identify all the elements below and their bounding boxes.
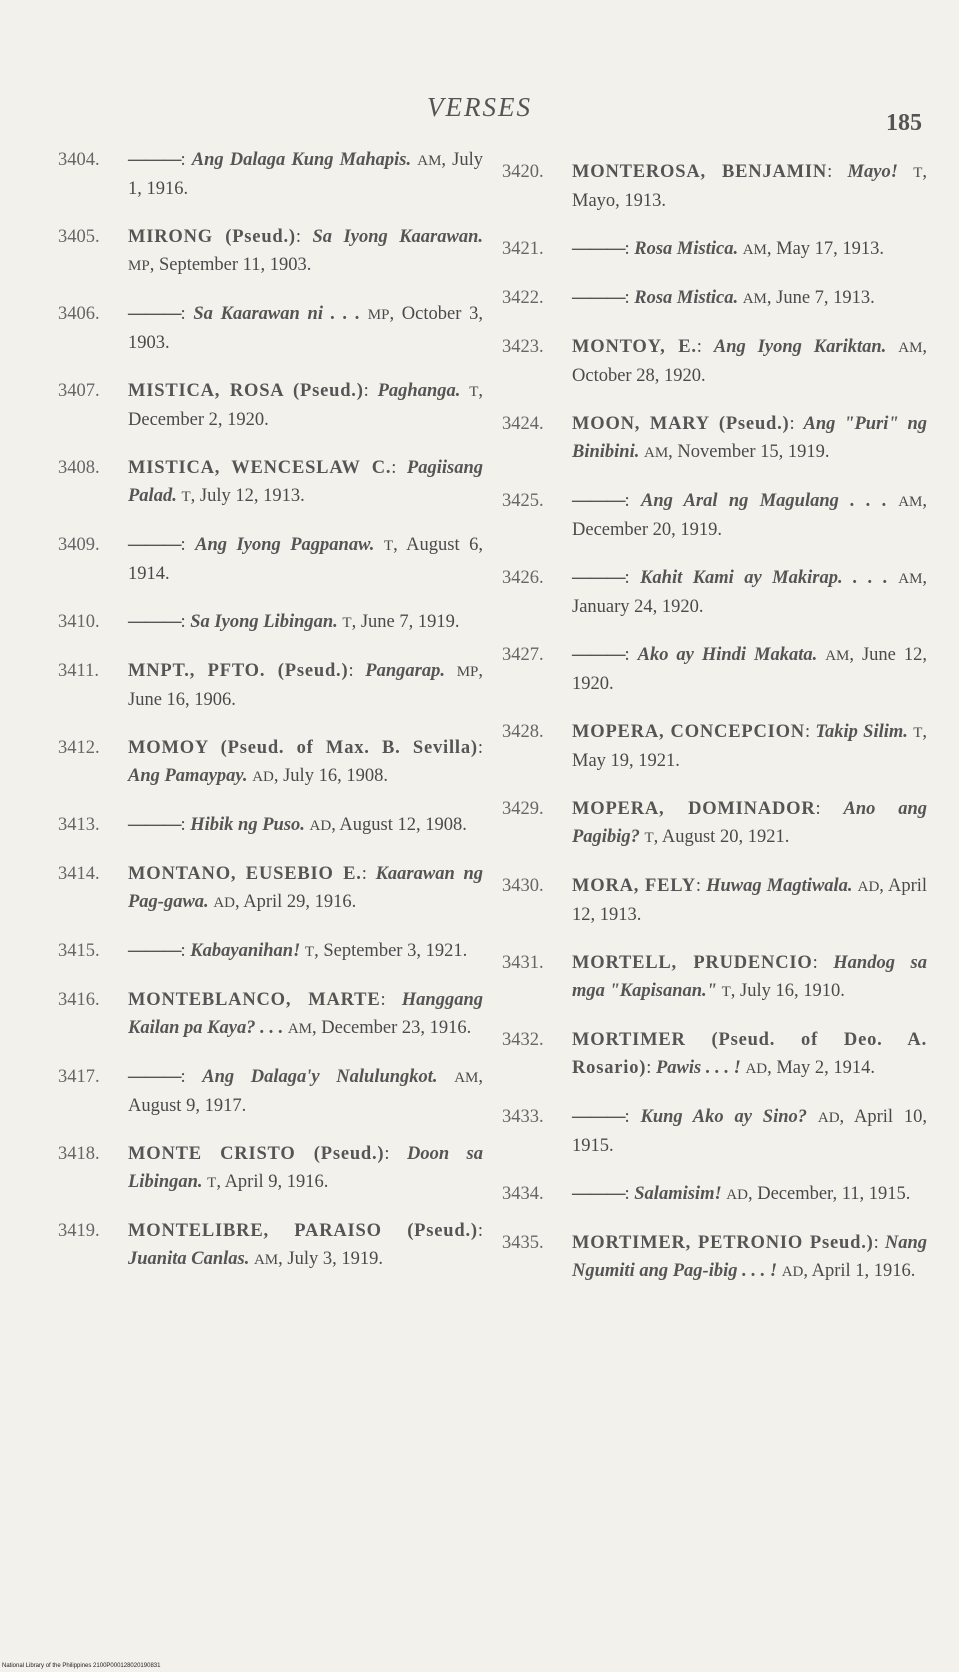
entry-source: T — [469, 384, 479, 400]
entry — [502, 410, 927, 467]
entry-number: 3433. — [502, 1107, 544, 1127]
entry-separator: : — [624, 1107, 641, 1127]
entry-title: Ang Iyong Kariktan. — [713, 337, 887, 357]
entry-number: 3422. — [502, 288, 544, 308]
entry-number: 3410. — [58, 612, 100, 632]
entry-title: Sa Kaarawan ni . . . — [193, 304, 361, 324]
entry-date: , October 3, 1903. — [128, 304, 483, 353]
entry — [502, 284, 927, 313]
entry-author: ——— — [128, 815, 181, 835]
entry-number: 3413. — [58, 815, 100, 835]
entry-title: Kaarawan ng Pag-gawa. — [128, 864, 483, 912]
entry-date: , July 16, 1910. — [730, 981, 845, 1001]
entry-date: , April 10, 1915. — [572, 1107, 927, 1156]
entry-source: MP — [456, 664, 479, 680]
entry-date: , April 29, 1916. — [234, 892, 357, 912]
entry-author: ——— — [572, 288, 625, 308]
entry-title: Ako ay Hindi Makata. — [637, 645, 818, 665]
entry-source: AM — [742, 242, 767, 258]
entry-separator: : — [180, 612, 191, 632]
entry-number: 3406. — [58, 304, 100, 324]
entry-title: Ang Dalaga Kung Mahapis. — [191, 150, 412, 170]
entry-author: ——— — [128, 612, 181, 632]
entry-source: AM — [898, 340, 923, 356]
entry — [58, 377, 483, 434]
entry-title: Kahit Kami ay Makirap. . . . — [640, 568, 888, 588]
entry-author: MISTICA, WENCESLAW C. — [128, 458, 392, 478]
entry — [58, 223, 483, 280]
entry-title: Sa Iyong Libingan. — [190, 612, 338, 632]
entry-number: 3407. — [58, 381, 100, 401]
entry-author: ——— — [572, 239, 625, 259]
entry-separator: : — [696, 337, 714, 357]
entry-separator: : — [789, 414, 804, 434]
entry-title: Hanggang Kailan pa Kaya? . . . — [128, 990, 483, 1038]
entry-title: Rosa Mistica. — [634, 288, 739, 308]
entry-separator: : — [624, 1184, 635, 1204]
entry-separator: : — [624, 491, 641, 511]
entry-separator: : — [477, 1221, 483, 1241]
entry-date: , August 20, 1921. — [653, 827, 790, 847]
entry-separator: : — [391, 458, 407, 478]
entry-source: T — [644, 830, 654, 846]
entry-date: , October 28, 1920. — [572, 337, 928, 386]
entry-author: MONTELIBRE, PARAISO (Pseud.) — [128, 1221, 478, 1241]
entry-title: Salamisim! — [634, 1184, 722, 1204]
entry-date: , April 1, 1916. — [803, 1261, 916, 1281]
entry-source: AD — [252, 769, 274, 785]
entry-separator: : — [624, 568, 641, 588]
entry-separator: : — [180, 304, 194, 324]
entry — [58, 734, 483, 791]
entry — [502, 564, 927, 621]
entry-source: AD — [781, 1264, 804, 1280]
entry-date: , December 2, 1920. — [128, 381, 483, 430]
entry — [502, 235, 927, 264]
entry-date: , July 12, 1913. — [190, 486, 305, 506]
entry-title: Rosa Mistica. — [634, 239, 739, 259]
entry — [58, 1217, 483, 1274]
entry-title: Pawis . . . ! — [656, 1058, 741, 1078]
entry-number: 3419. — [58, 1221, 100, 1241]
entry-number: 3426. — [502, 568, 544, 588]
entry-title: Ang Pamaypay. — [128, 766, 248, 786]
entry-number: 3424. — [502, 414, 544, 434]
entry-separator: : — [827, 162, 848, 182]
entry-title: Handog sa mga "Kapisanan." — [572, 953, 927, 1001]
entry-date: , November 15, 1919. — [668, 442, 830, 462]
entry-separator: : — [873, 1233, 885, 1253]
entry-number: 3435. — [502, 1233, 544, 1253]
entry-source: T — [913, 165, 923, 181]
entry-number: 3415. — [58, 941, 100, 961]
entry — [58, 608, 483, 637]
entry-source: T — [913, 725, 923, 741]
entry-number: 3434. — [502, 1184, 544, 1204]
entry-separator: : — [361, 864, 376, 884]
entry-author: MONTOY, E. — [572, 337, 697, 357]
entry-separator: : — [815, 799, 844, 819]
entry-date: , April 9, 1916. — [216, 1172, 329, 1192]
entry — [502, 1103, 927, 1160]
entry — [502, 949, 927, 1006]
entry-title: Kabayanihan! — [190, 941, 301, 961]
entry-source: AM — [253, 1252, 279, 1268]
entry — [502, 158, 927, 215]
entry-title: Kung Ako ay Sino? — [640, 1107, 808, 1127]
entry-source: AM — [417, 153, 442, 169]
entry — [58, 657, 483, 714]
entry-separator: : — [624, 239, 635, 259]
entry-source: T — [304, 944, 315, 960]
entry-source: AM — [454, 1070, 479, 1086]
entry-number: 3432. — [502, 1030, 544, 1050]
entry-date: , July 1, 1916. — [128, 150, 484, 199]
entry-author: MOPERA, CONCEPCION — [572, 722, 805, 742]
entry — [502, 333, 927, 390]
entry-title: Nang Ngumiti ang Pag-ibig . . . ! — [572, 1233, 927, 1281]
entry-number: 3404. — [58, 150, 100, 170]
entry — [58, 300, 483, 357]
entry-author: MOMOY (Pseud. of Max. B. Sevilla) — [128, 738, 478, 758]
entry-number: 3417. — [58, 1067, 100, 1087]
entry-number: 3430. — [502, 876, 544, 896]
entry-source: AM — [898, 571, 923, 587]
entry-separator: : — [348, 661, 366, 681]
entry-number: 3412. — [58, 738, 100, 758]
entry-number: 3416. — [58, 990, 100, 1010]
right-column — [502, 158, 927, 1306]
entry-separator: : — [477, 738, 483, 758]
entry — [58, 454, 483, 511]
entry — [502, 718, 927, 775]
entry-date: , May 2, 1914. — [767, 1058, 876, 1078]
entry-source: AM — [643, 445, 669, 461]
entry-author: ——— — [128, 150, 181, 170]
entry-separator: : — [180, 150, 192, 170]
entry-number: 3431. — [502, 953, 544, 973]
entry — [58, 937, 483, 966]
entry-date: , June 7, 1913. — [766, 288, 875, 308]
entry-author: MOON, MARY (Pseud.) — [572, 414, 790, 434]
entry-separator: : — [180, 1067, 203, 1087]
entry — [58, 860, 483, 917]
entry-source: AM — [898, 494, 923, 510]
entry-source: AD — [726, 1187, 748, 1203]
entry-number: 3427. — [502, 645, 544, 665]
entry-separator: : — [646, 1058, 656, 1078]
entry — [502, 487, 927, 544]
entry-source: AD — [857, 879, 880, 895]
entry-source: T — [383, 538, 394, 554]
entry-source: AM — [742, 291, 767, 307]
entry-number: 3429. — [502, 799, 544, 819]
entry — [502, 1180, 927, 1209]
entry-number: 3423. — [502, 337, 544, 357]
entry-separator: : — [180, 535, 196, 555]
entry-date: , September 11, 1903. — [149, 255, 312, 275]
entry-number: 3420. — [502, 162, 544, 182]
entry-source: AM — [825, 648, 850, 664]
entry-date: , August 6, 1914. — [128, 535, 484, 584]
entry-author: MIRONG (Pseud.) — [128, 227, 296, 247]
entry-author: MORA, FELY — [572, 876, 696, 896]
entry-date: , December, 11, 1915. — [747, 1184, 911, 1204]
entry — [58, 531, 483, 588]
entry-number: 3411. — [58, 661, 99, 681]
entry-author: MONTEBLANCO, MARTE — [128, 990, 381, 1010]
entry-title: Doon sa Libingan. — [128, 1144, 483, 1192]
entry-author: MONTANO, EUSEBIO E. — [128, 864, 362, 884]
entry-date: , July 16, 1908. — [273, 766, 388, 786]
entry-author: ——— — [128, 535, 181, 555]
entry-author: ——— — [128, 304, 181, 324]
entry-author: ——— — [572, 1107, 625, 1127]
entry-author: ——— — [572, 491, 625, 511]
entry-date: , January 24, 1920. — [572, 568, 928, 617]
entry-title: Huwag Magtiwala. — [706, 876, 853, 896]
entry — [502, 641, 927, 698]
entry — [58, 811, 483, 840]
entry-number: 3425. — [502, 491, 544, 511]
entry-title: Mayo! — [847, 162, 898, 182]
entry — [502, 1229, 927, 1286]
entry-date: , June 16, 1906. — [128, 661, 483, 710]
entry-author: ——— — [128, 1067, 181, 1087]
entry-source: AM — [287, 1021, 313, 1037]
entry-source: T — [181, 489, 191, 505]
entry-source: T — [721, 984, 731, 1000]
entry-date: , September 3, 1921. — [314, 941, 468, 961]
entry-source: AD — [309, 818, 332, 834]
entry-date: , December 23, 1916. — [312, 1018, 472, 1038]
entry-author: ——— — [572, 1184, 625, 1204]
entry-title: Takip Silim. — [815, 722, 908, 742]
entry-date: , June 7, 1919. — [351, 612, 460, 632]
entry-author: ——— — [128, 941, 181, 961]
entry-date: , August 9, 1917. — [128, 1067, 483, 1116]
entry-title: Ang Aral ng Magulang . . . — [641, 491, 887, 511]
entry-separator: : — [180, 941, 191, 961]
page-number: 185 — [886, 110, 922, 136]
entry-separator: : — [180, 815, 191, 835]
entry-title: Ang Dalaga'y Nalulungkot. — [202, 1067, 438, 1087]
entry-date: , June 12, 1920. — [572, 645, 927, 694]
entry-author: MONTEROSA, BENJAMIN — [572, 162, 828, 182]
entry-source: AD — [213, 895, 235, 911]
entry-separator: : — [812, 953, 834, 973]
entry-author: MORTIMER (Pseud. of Deo. A. Rosario) — [572, 1030, 927, 1078]
entry-author: MORTELL, PRUDENCIO — [572, 953, 813, 973]
entry-source: T — [207, 1175, 217, 1191]
page-title: VERSES — [427, 92, 532, 122]
entry — [58, 146, 483, 203]
entry-author: ——— — [572, 645, 625, 665]
entry-author: MONTE CRISTO (Pseud.) — [128, 1144, 385, 1164]
entry-date: , May 19, 1921. — [572, 722, 927, 771]
entry-separator: : — [804, 722, 816, 742]
entry-number: 3409. — [58, 535, 100, 555]
entry-number: 3408. — [58, 458, 100, 478]
entry-separator: : — [363, 381, 378, 401]
entry — [502, 872, 927, 929]
entry-source: AD — [745, 1061, 768, 1077]
entry-separator: : — [624, 288, 635, 308]
left-column — [58, 146, 483, 1294]
entry-title: Ang Iyong Pagpanaw. — [195, 535, 375, 555]
entry-source: MP — [128, 258, 150, 274]
entry-date: , Mayo, 1913. — [572, 162, 927, 211]
entry-title: Ang "Puri" ng Binibini. — [572, 414, 928, 462]
entry — [502, 795, 927, 852]
entry-title: Sa Iyong Kaarawan. — [312, 227, 484, 247]
entry-title: Paghanga. — [377, 381, 461, 401]
entry-separator: : — [624, 645, 638, 665]
entry-title: Juanita Canlas. — [128, 1249, 250, 1269]
entry-title: Pagiisang Palad. — [128, 458, 483, 506]
entry-source: MP — [367, 307, 390, 323]
entry-author: MISTICA, ROSA (Pseud.) — [128, 381, 364, 401]
entry — [58, 1140, 483, 1197]
entry-separator: : — [695, 876, 707, 896]
entry-title: Ano ang Pagibig? — [572, 799, 928, 847]
entry-date: , July 3, 1919. — [278, 1249, 383, 1269]
entry-number: 3418. — [58, 1144, 100, 1164]
entry-author: MORTIMER, PETRONIO Pseud.) — [572, 1233, 874, 1253]
entry-title: Pangarap. — [365, 661, 445, 681]
footer-credit: National Library of the Philippines 2100P000128020190831 — [2, 1663, 161, 1669]
entry — [502, 1026, 927, 1083]
entry-number: 3414. — [58, 864, 100, 884]
entry-number: 3428. — [502, 722, 544, 742]
entry-number: 3405. — [58, 227, 100, 247]
entry-date: , April 12, 1913. — [572, 876, 928, 925]
entry — [58, 1063, 483, 1120]
entry-source: AD — [817, 1110, 840, 1126]
entry-date: , May 17, 1913. — [766, 239, 885, 259]
entry-author: MOPERA, DOMINADOR — [572, 799, 816, 819]
entry-separator: : — [384, 1144, 407, 1164]
entry-source: T — [342, 615, 352, 631]
entry-author: MNPT., PFTO. (Pseud.) — [128, 661, 349, 681]
entry — [58, 986, 483, 1043]
entry-date: , August 12, 1908. — [331, 815, 467, 835]
entry-separator: : — [295, 227, 313, 247]
entry-title: Hibik ng Puso. — [190, 815, 305, 835]
entry-author: ——— — [572, 568, 625, 588]
entry-date: , December 20, 1919. — [572, 491, 928, 540]
entry-separator: : — [380, 990, 402, 1010]
entry-number: 3421. — [502, 239, 544, 259]
